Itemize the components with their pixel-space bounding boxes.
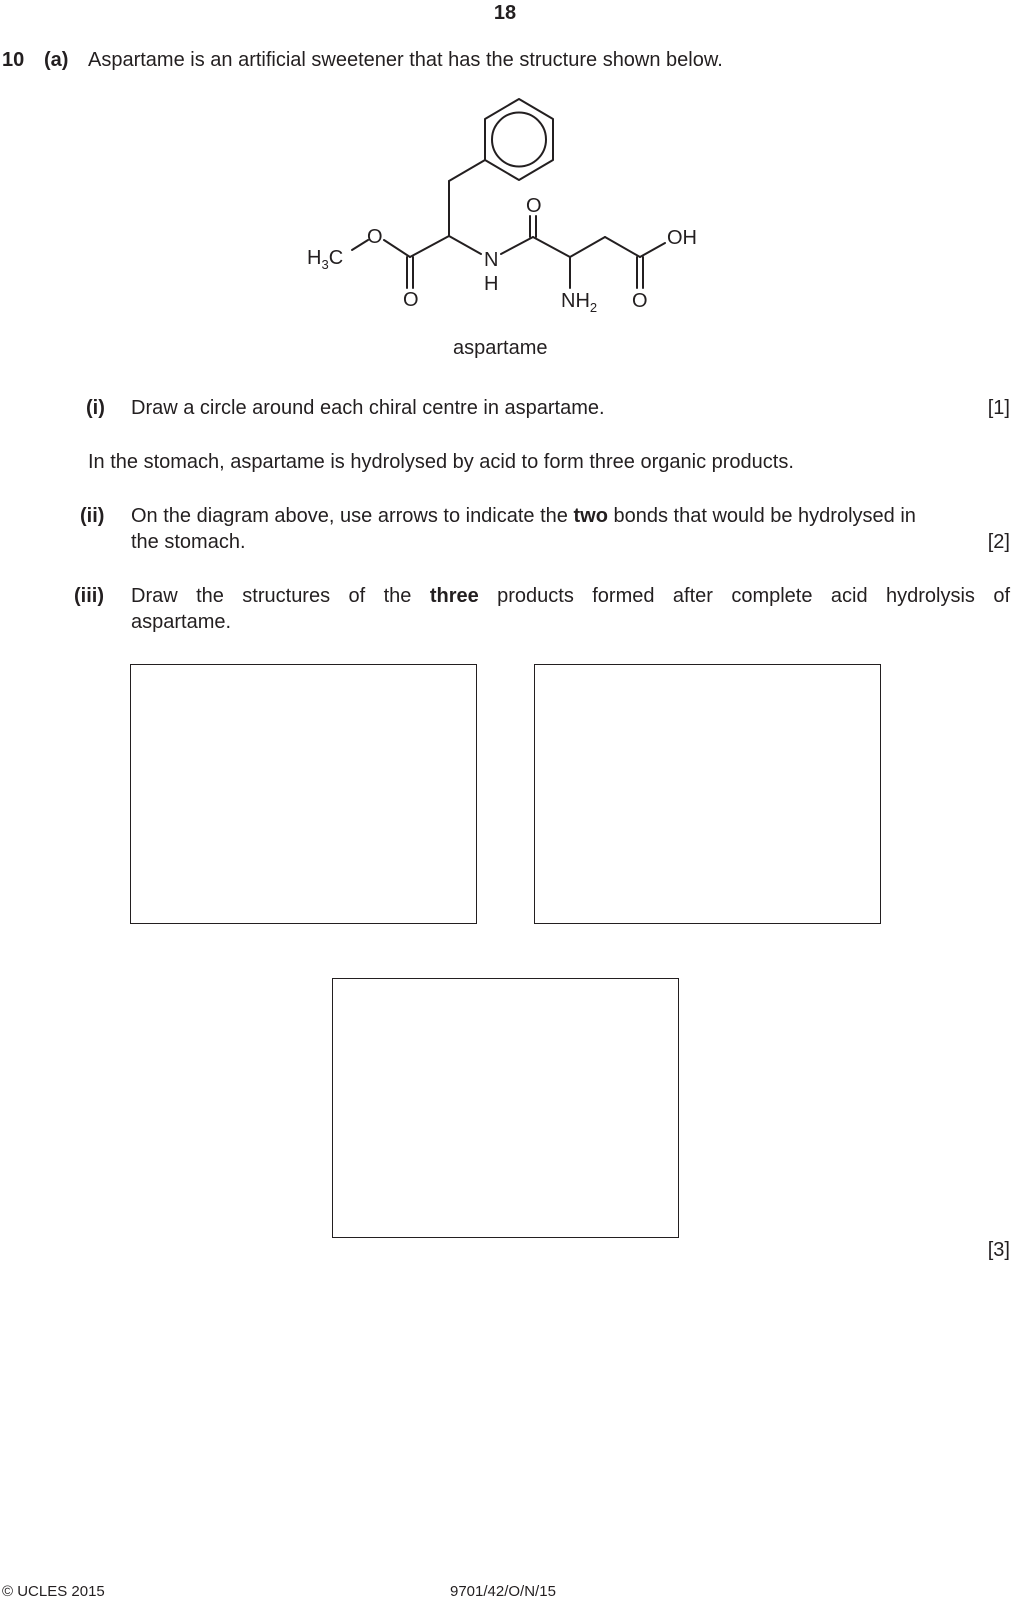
- part-ii-text: [131, 504, 916, 528]
- bond-o-ester-c: [384, 240, 410, 257]
- atom-label-amide-h: H: [484, 273, 499, 295]
- part-i-marks: [1]: [987, 397, 1010, 419]
- atom-label-h3c: $H_3C$: [307, 247, 344, 272]
- bond-acid-c-oh: [640, 243, 665, 257]
- footer-paper-code: 9701/42/O/N/15: [450, 1583, 556, 1600]
- answer-box-product-3[interactable]: [332, 978, 679, 1238]
- bond-chiral2-ch2: [570, 237, 605, 257]
- bond-ch2-ring: [449, 160, 485, 181]
- part-ii-text-after: bonds that would be hydrolysed in: [607, 505, 916, 527]
- bond-h3c-o: [352, 240, 368, 250]
- hydrolysis-stem: In the stomach, aspartame is hydrolysed by acid to form three organic products.: [88, 451, 794, 473]
- atom-label-acid-oh: OH: [667, 227, 697, 249]
- page-number: 18: [493, 2, 517, 24]
- answer-box-product-1[interactable]: [130, 664, 477, 924]
- part-i-text: Draw a circle around each chiral centre in aspartame.: [131, 397, 605, 419]
- question-part-label: (a): [44, 49, 69, 71]
- atom-label-ester-o: O: [367, 226, 383, 248]
- part-iii-text-line2: aspartame.: [131, 611, 232, 633]
- bond-n-amide-c: [501, 237, 533, 254]
- part-ii-text-bold: two: [573, 505, 608, 527]
- atom-label-nh2: $NH_2$: [561, 290, 598, 315]
- question-number: 10: [2, 49, 25, 71]
- bond-amide-c-chiral2: [533, 237, 570, 257]
- footer-copyright: © UCLES 2015: [2, 1583, 105, 1600]
- answer-box-product-2[interactable]: [534, 664, 881, 924]
- atom-label-acid-o: O: [632, 290, 648, 312]
- bond-ch2-acid-c: [605, 237, 640, 257]
- part-iii-text-bold: three: [429, 585, 479, 607]
- question-intro: Aspartame is an artificial sweetener that has the structure shown below.: [88, 49, 723, 71]
- part-iii-text: [131, 584, 1010, 608]
- bond-ester-c-chiral1: [410, 236, 449, 257]
- benzene-ring: [485, 99, 553, 180]
- molecule-caption: aspartame: [453, 337, 548, 359]
- aspartame-structure-diagram: [300, 88, 720, 328]
- part-ii-marks: [2]: [987, 531, 1010, 553]
- part-iii-label: (iii): [74, 585, 104, 607]
- part-ii-label: (ii): [80, 505, 105, 527]
- atom-label-amide-n: N: [484, 249, 499, 271]
- atom-label-ester-carbonyl-o: O: [403, 289, 419, 311]
- benzene-aromatic-circle: [492, 113, 546, 167]
- part-i-label: (i): [86, 397, 105, 419]
- part-iii-text-before: Draw the structures of the: [131, 585, 430, 607]
- part-ii-text-before: On the diagram above, use arrows to indicate the: [131, 505, 574, 527]
- atom-label-amide-o: O: [526, 195, 542, 217]
- part-iii-marks: [3]: [987, 1239, 1010, 1261]
- part-ii-text-line2: the stomach.: [131, 531, 246, 553]
- bond-chiral1-n: [449, 236, 481, 254]
- part-iii-text-after: products formed after complete acid hydrolysis of: [478, 585, 1010, 607]
